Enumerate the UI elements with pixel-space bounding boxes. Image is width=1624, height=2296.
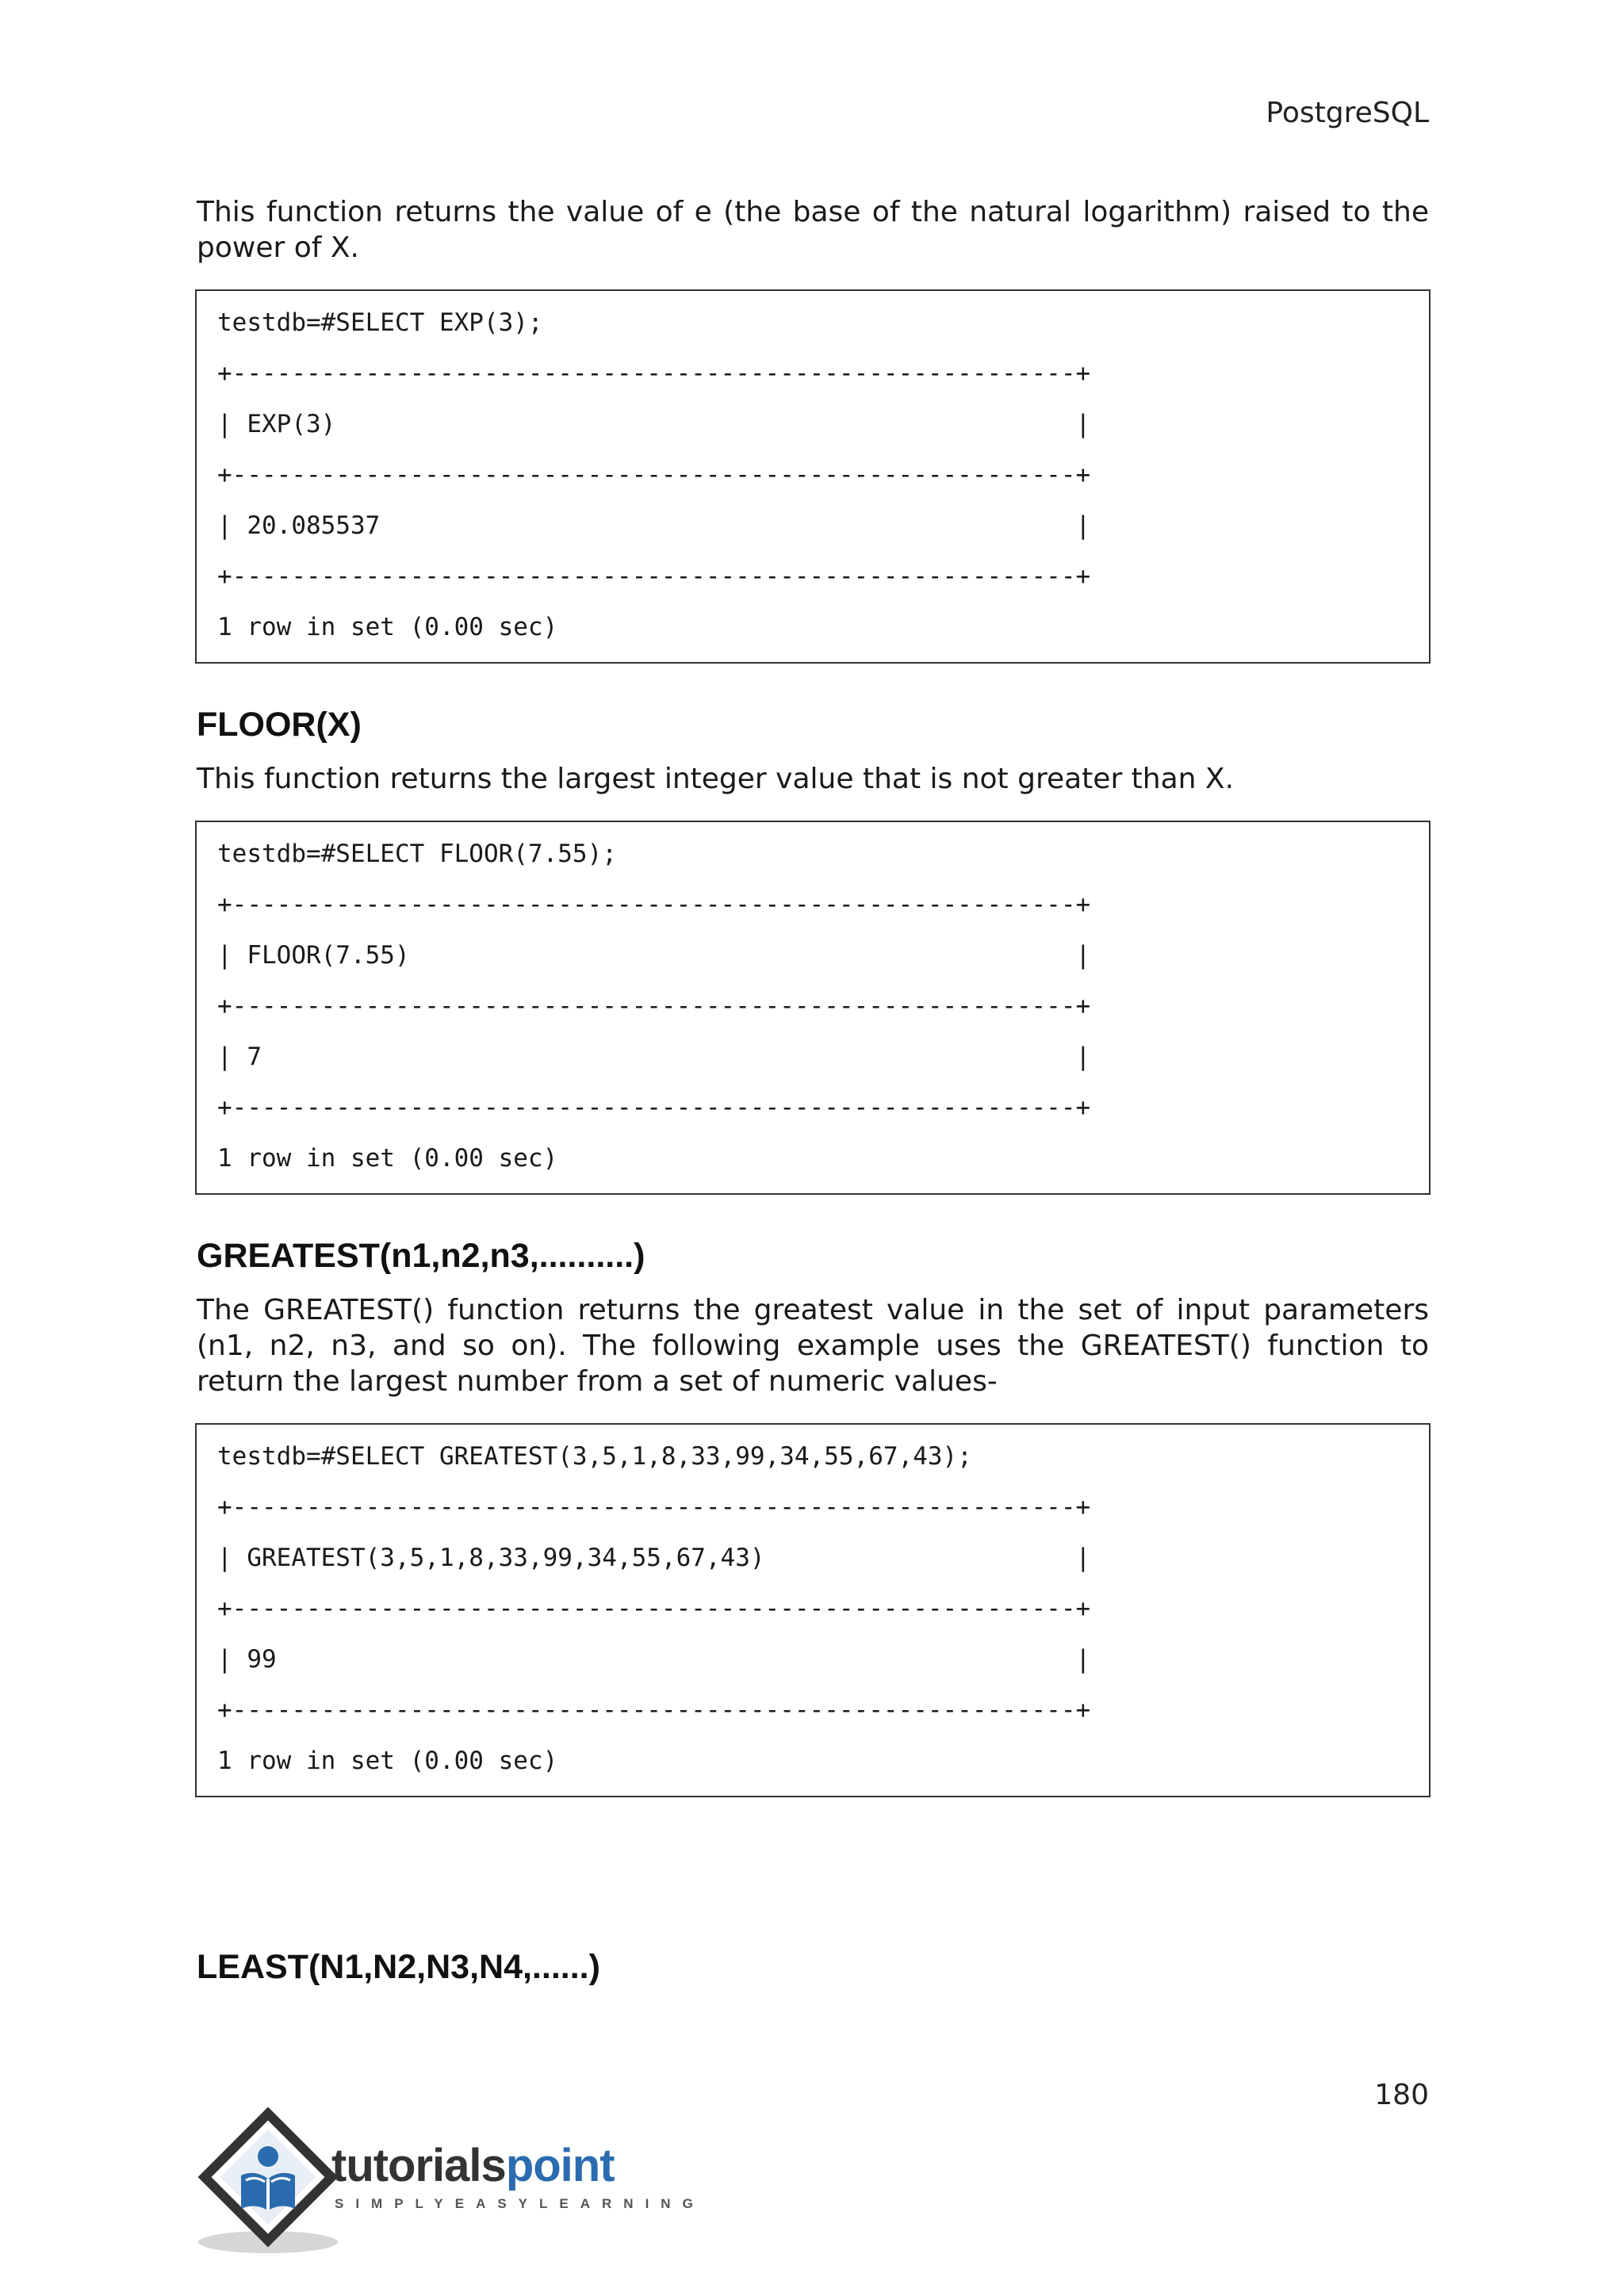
code-line: 1 row in set (0.00 sec) (217, 1144, 558, 1173)
code-line: +---------------------------------------------------------+ (217, 890, 1091, 919)
tutorialspoint-logo (195, 2107, 705, 2258)
least-heading: LEAST(N1,N2,N3,N4,......) (197, 1948, 600, 1986)
code-line: +---------------------------------------------------------+ (217, 562, 1091, 591)
code-line: +---------------------------------------------------------+ (217, 1493, 1091, 1521)
code-line: +---------------------------------------------------------+ (217, 1093, 1091, 1122)
exp-description: This function returns the value of e (the base of the natural logarithm) raised to the power of X. (197, 196, 1429, 264)
floor-heading: FLOOR(X) (197, 706, 362, 744)
floor-description: This function returns the largest integer value that is not greater than X. (197, 763, 1235, 795)
code-line: | EXP(3) | (217, 410, 1091, 438)
code-line: | 7 | (217, 1043, 1091, 1071)
code-line: testdb=#SELECT FLOOR(7.55); (217, 840, 617, 868)
code-line: 1 row in set (0.00 sec) (217, 613, 558, 641)
page-header: PostgreSQL (1266, 97, 1429, 129)
code-line: 1 row in set (0.00 sec) (217, 1747, 558, 1775)
code-line: +---------------------------------------------------------+ (217, 359, 1091, 388)
code-line: testdb=#SELECT GREATEST(3,5,1,8,33,99,34,55,67,43); (217, 1442, 972, 1471)
code-block-greatest (195, 1423, 1431, 1797)
code-line: +---------------------------------------------------------+ (217, 1696, 1091, 1724)
logo-tagline: SIMPLYEASYLEARNING (335, 2196, 705, 2211)
code-block-floor (195, 821, 1431, 1195)
logo-diamond-icon (195, 2107, 354, 2258)
code-line: +---------------------------------------------------------+ (217, 992, 1091, 1020)
code-line: | GREATEST(3,5,1,8,33,99,34,55,67,43) | (217, 1544, 1091, 1572)
code-block-exp (195, 289, 1431, 664)
code-line: | 20.085537 | (217, 511, 1091, 540)
code-line: | 99 | (217, 1645, 1091, 1674)
logo-wordmark: tutorialspoint (331, 2140, 615, 2191)
code-line: +---------------------------------------------------------+ (217, 1594, 1091, 1623)
code-line: testdb=#SELECT EXP(3); (217, 308, 543, 337)
code-line: | FLOOR(7.55) | (217, 941, 1091, 970)
code-line: +---------------------------------------------------------+ (217, 461, 1091, 489)
page-number: 180 (1374, 2079, 1429, 2111)
greatest-description: The GREATEST() function returns the greatest value in the set of input parameters (n1, n2, n3, and so on). The following example uses the GREATEST() function to return the largest number from a set of numeric values- (197, 1294, 1429, 1398)
greatest-heading: GREATEST(n1,n2,n3,..........) (197, 1237, 645, 1275)
